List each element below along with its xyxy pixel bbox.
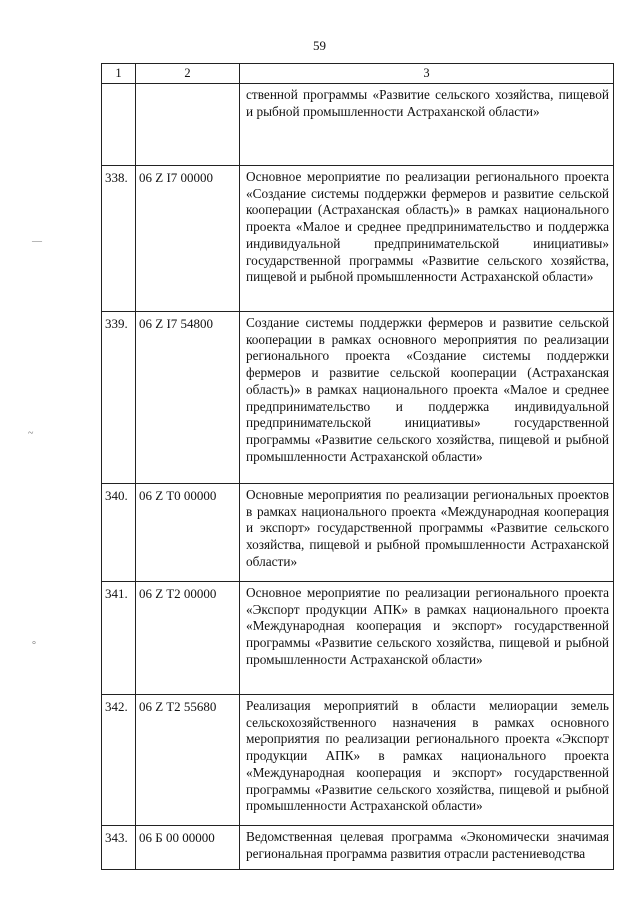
header-col-3: 3 bbox=[240, 64, 614, 84]
table-row bbox=[102, 695, 614, 826]
row-code: 06 Z T2 55680 bbox=[136, 695, 240, 826]
scan-mark: ~ bbox=[28, 428, 34, 439]
row-number: 338. bbox=[102, 166, 136, 312]
table-header-row bbox=[102, 64, 614, 84]
table-row bbox=[102, 166, 614, 312]
row-number: 343. bbox=[102, 826, 136, 870]
scan-mark: ° bbox=[32, 640, 36, 651]
row-number: 341. bbox=[102, 582, 136, 695]
table-row bbox=[102, 826, 614, 870]
row-number: 339. bbox=[102, 312, 136, 484]
page-number: 59 bbox=[313, 38, 326, 53]
row-number: 340. bbox=[102, 484, 136, 582]
row-code: 06 Z I7 54800 bbox=[136, 312, 240, 484]
row-code: 06 Z T0 00000 bbox=[136, 484, 240, 582]
scan-mark: — bbox=[32, 236, 42, 247]
table-row bbox=[102, 582, 614, 695]
row-description: Основные мероприятия по реализации региональных проектов в рамках национального проекта «Международная кооперация и экспорт» государственной программы «Развитие сельского хозяйства, пищевой и рыбной промышленности Астраханской области» bbox=[240, 484, 614, 582]
header-col-2: 2 bbox=[136, 64, 240, 84]
row-number: 342. bbox=[102, 695, 136, 826]
row-description: Реализация мероприятий в области мелиорации земель сельскохозяйственного назначения в рамках основного мероприятия по реализации регионального проекта «Экспорт продукции АПК» в рамках национального проекта «Международная кооперация и экспорт» государственной программы «Развитие сельского хозяйства, пищевой и рыбной промышленности Астраханской области» bbox=[240, 695, 614, 826]
row-description: Ведомственная целевая программа «Экономически значимая региональная программа развития отрасли растениеводства bbox=[240, 826, 614, 870]
row-code: 06 Z T2 00000 bbox=[136, 582, 240, 695]
row-description: ственной программы «Развитие сельского хозяйства, пищевой и рыбной промышленности Астраханской области» bbox=[240, 84, 614, 166]
row-description: Создание системы поддержки фермеров и развитие сельской кооперации в рамках основного мероприятия по реализации регионального проекта «Создание системы поддержки фермеров и развитие сельской кооперации (Астраханская область)» в рамках национального проекта «Малое и среднее предпринимательство и поддержка индивидуальной предпринимательской инициативы» государственной программы «Развитие сельского хозяйства, пищевой и рыбной промышленности Астраханской области» bbox=[240, 312, 614, 484]
classification-table bbox=[101, 63, 614, 870]
table-row bbox=[102, 312, 614, 484]
table-row bbox=[102, 84, 614, 166]
row-code: 06 Б 00 00000 bbox=[136, 826, 240, 870]
table-row bbox=[102, 484, 614, 582]
header-col-1: 1 bbox=[102, 64, 136, 84]
row-code: 06 Z I7 00000 bbox=[136, 166, 240, 312]
row-number bbox=[102, 84, 136, 166]
row-code bbox=[136, 84, 240, 166]
row-description: Основное мероприятие по реализации регионального проекта «Экспорт продукции АПК» в рамках национального проекта «Международная кооперация и экспорт» государственной программы «Развитие сельского хозяйства, пищевой и рыбной промышленности Астраханской области» bbox=[240, 582, 614, 695]
row-description: Основное мероприятие по реализации регионального проекта «Создание системы поддержки фермеров и развитие сельской кооперации (Астраханская область)» в рамках национального проекта «Малое и среднее предпринимательство и поддержка индивидуальной предпринимательской инициативы» государственной программы «Развитие сельского хозяйства, пищевой и рыбной промышленности Астраханской области» bbox=[240, 166, 614, 312]
